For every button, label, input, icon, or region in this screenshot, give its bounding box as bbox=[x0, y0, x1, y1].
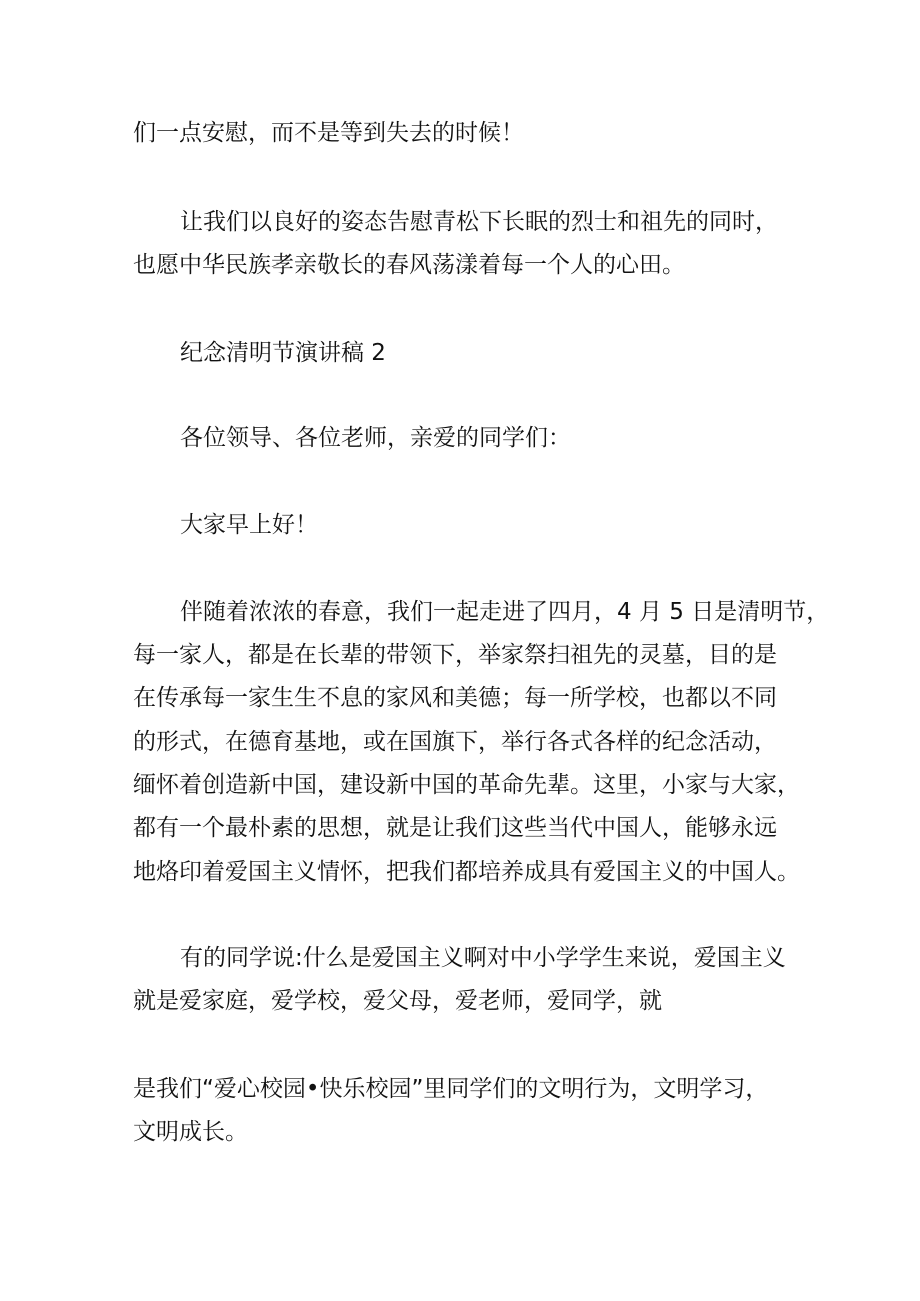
paragraph-6-line-5: 缅怀着创造新中国，建设新中国的革命先辈。这里，小家与大家， bbox=[133, 772, 800, 798]
paragraph-7-line-1: 有的同学说:什么是爱国主义啊对中小学学生来说，爱国主义 bbox=[180, 945, 786, 971]
paragraph-6-line-2: 每一家人，都是在长辈的带领下，举家祭扫祖先的灵墓，目的是 bbox=[133, 642, 777, 668]
paragraph-6-line-4: 的形式，在德育基地，或在国旗下，举行各式各样的纪念活动， bbox=[133, 729, 777, 755]
paragraph-6-line-6: 都有一个最朴素的思想，就是让我们这些当代中国人，能够永远 bbox=[133, 815, 777, 841]
salutation: 各位领导、各位老师，亲爱的同学们： bbox=[180, 425, 571, 451]
paragraph-2-line-1: 让我们以良好的姿态告慰青松下长眠的烈士和祖先的同时， bbox=[180, 209, 778, 235]
paragraph-6-line-7: 地烙印着爱国主义情怀，把我们都培养成具有爱国主义的中国人。 bbox=[133, 859, 800, 885]
paragraph-8-line-1: 是我们“爱心校园•快乐校园”里同学们的文明行为，文明学习， bbox=[133, 1076, 769, 1102]
section-heading: 纪念清明节演讲稿 2 bbox=[180, 340, 386, 366]
paragraph-6-line-3: 在传承每一家生生不息的家风和美德；每一所学校，也都以不同 bbox=[133, 685, 777, 711]
paragraph-1-line-1: 们一点安慰，而不是等到失去的时候！ bbox=[133, 120, 524, 146]
paragraph-8-line-2: 文明成长。 bbox=[133, 1119, 248, 1145]
paragraph-6-line-1: 伴随着浓浓的春意，我们一起走进了四月，4 月 5 日是清明节， bbox=[180, 599, 830, 625]
paragraph-7-line-2: 就是爱家庭，爱学校，爱父母，爱老师，爱同学，就 bbox=[133, 988, 662, 1014]
paragraph-2-line-2: 也愿中华民族孝亲敬长的春风荡漾着每一个人的心田。 bbox=[133, 252, 685, 278]
greeting: 大家早上好！ bbox=[180, 512, 318, 538]
